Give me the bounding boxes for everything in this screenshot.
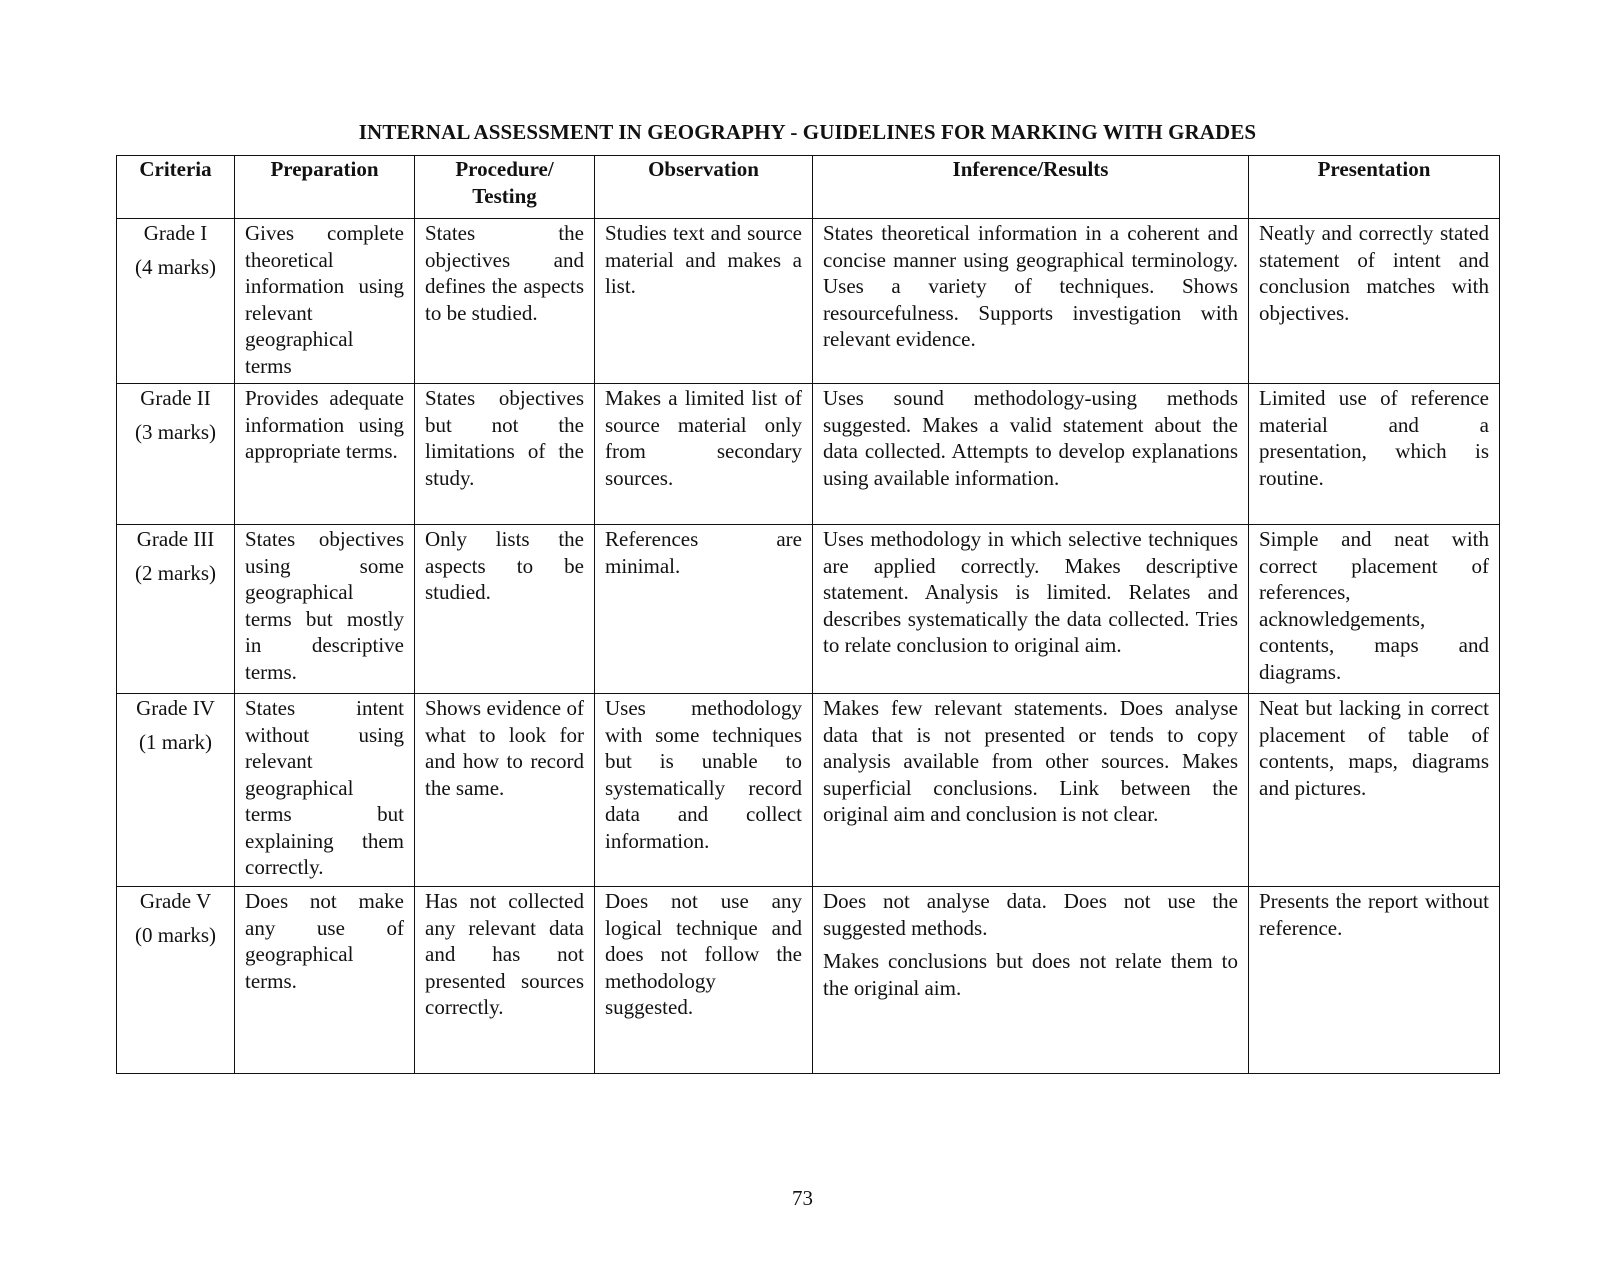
- procedure-cell: States objectives but not the limitations of the study.: [415, 384, 595, 525]
- marks-label: (3 marks): [134, 419, 217, 444]
- table-row: [117, 694, 1500, 887]
- marks-label: (1 mark): [139, 729, 212, 754]
- preparation-cell: Does not make any use of geographical terms.: [235, 887, 415, 1074]
- inference-cell: [813, 887, 1249, 1074]
- observation-cell: Does not use any logical technique and does not follow the methodology suggested.: [595, 887, 813, 1074]
- grade-label: Grade I: [143, 221, 208, 245]
- header-presentation: Presentation: [1249, 156, 1500, 219]
- presentation-cell: Neatly and correctly stated statement of intent and conclusion matches with objectives.: [1249, 219, 1500, 384]
- header-preparation: Preparation: [235, 156, 415, 219]
- table-row: [117, 887, 1500, 1074]
- criteria-cell: [117, 219, 235, 384]
- grade-label: Grade IV: [136, 696, 215, 720]
- inference-text-second-paragraph: Makes conclusions but does not relate them to the original aim.: [823, 949, 1238, 1000]
- criteria-cell: [117, 887, 235, 1074]
- grade-label: Grade III: [136, 527, 215, 551]
- header-procedure-line2: Testing: [472, 183, 537, 208]
- inference-text: Does not analyse data. Does not use the suggested methods.: [823, 889, 1238, 940]
- table-row: [117, 384, 1500, 525]
- observation-cell: Uses methodology with some techniques but is unable to systematically record data and collect information.: [595, 694, 813, 887]
- grading-rubric-table: [116, 155, 1500, 1074]
- marks-label: (2 marks): [134, 560, 217, 585]
- presentation-cell: Simple and neat with correct placement of references, acknowledgements, contents, maps and diagrams.: [1249, 525, 1500, 694]
- grade-label: Grade II: [140, 386, 211, 410]
- preparation-cell: Gives complete theoretical information using relevant geographical terms: [235, 219, 415, 384]
- page-title: INTERNAL ASSESSMENT IN GEOGRAPHY - GUIDELINES FOR MARKING WITH GRADES: [358, 120, 1257, 144]
- table-header-row: [117, 156, 1500, 219]
- marks-label: (4 marks): [134, 254, 217, 279]
- table-row: [117, 525, 1500, 694]
- grade-label: Grade V: [139, 889, 212, 913]
- procedure-cell: Shows evidence of what to look for and how to record the same.: [415, 694, 595, 887]
- procedure-cell: Has not collected any relevant data and has not presented sources correctly.: [415, 887, 595, 1074]
- header-procedure-line1: Procedure/: [455, 157, 554, 181]
- inference-text: Uses sound methodology-using methods suggested. Makes a valid statement about the data collected. Attempts to develop explanations using available information.: [823, 386, 1238, 490]
- presentation-cell: Limited use of reference material and a presentation, which is routine.: [1249, 384, 1500, 525]
- procedure-cell: States the objectives and defines the aspects to be studied.: [415, 219, 595, 384]
- inference-text: Uses methodology in which selective techniques are applied correctly. Makes descriptive statement. Analysis is limited. Relates and describes systematically the data collected. Tries to relate conclusion to original aim.: [823, 527, 1238, 657]
- inference-cell: [813, 694, 1249, 887]
- inference-cell: [813, 219, 1249, 384]
- preparation-cell: Provides adequate information using appropriate terms.: [235, 384, 415, 525]
- preparation-cell: States objectives using some geographical terms but mostly in descriptive terms.: [235, 525, 415, 694]
- header-criteria: Criteria: [117, 156, 235, 219]
- criteria-cell: [117, 384, 235, 525]
- marks-label: (0 marks): [134, 922, 217, 947]
- inference-cell: [813, 525, 1249, 694]
- header-observation: Observation: [595, 156, 813, 219]
- inference-text: Makes few relevant statements. Does analyse data that is not presented or tends to copy analysis available from other sources. Makes superficial conclusions. Link between the original aim and conclusion is not clear.: [823, 696, 1238, 826]
- inference-text: States theoretical information in a coherent and concise manner using geographical terminology. Uses a variety of techniques. Shows resourcefulness. Supports investigation with relevant evidence.: [823, 221, 1238, 351]
- header-procedure: [415, 156, 595, 219]
- procedure-cell: Only lists the aspects to be studied.: [415, 525, 595, 694]
- observation-cell: Makes a limited list of source material only from secondary sources.: [595, 384, 813, 525]
- table-row: [117, 219, 1500, 384]
- criteria-cell: [117, 525, 235, 694]
- header-inference: Inference/Results: [813, 156, 1249, 219]
- observation-cell: References are minimal.: [595, 525, 813, 694]
- inference-cell: [813, 384, 1249, 525]
- preparation-cell: States intent without using relevant geographical terms but explaining them correctly.: [235, 694, 415, 887]
- observation-cell: Studies text and source material and makes a list.: [595, 219, 813, 384]
- presentation-cell: Presents the report without reference.: [1249, 887, 1500, 1074]
- page-number: 73: [792, 1186, 813, 1210]
- criteria-cell: [117, 694, 235, 887]
- presentation-cell: Neat but lacking in correct placement of table of contents, maps, diagrams and pictures.: [1249, 694, 1500, 887]
